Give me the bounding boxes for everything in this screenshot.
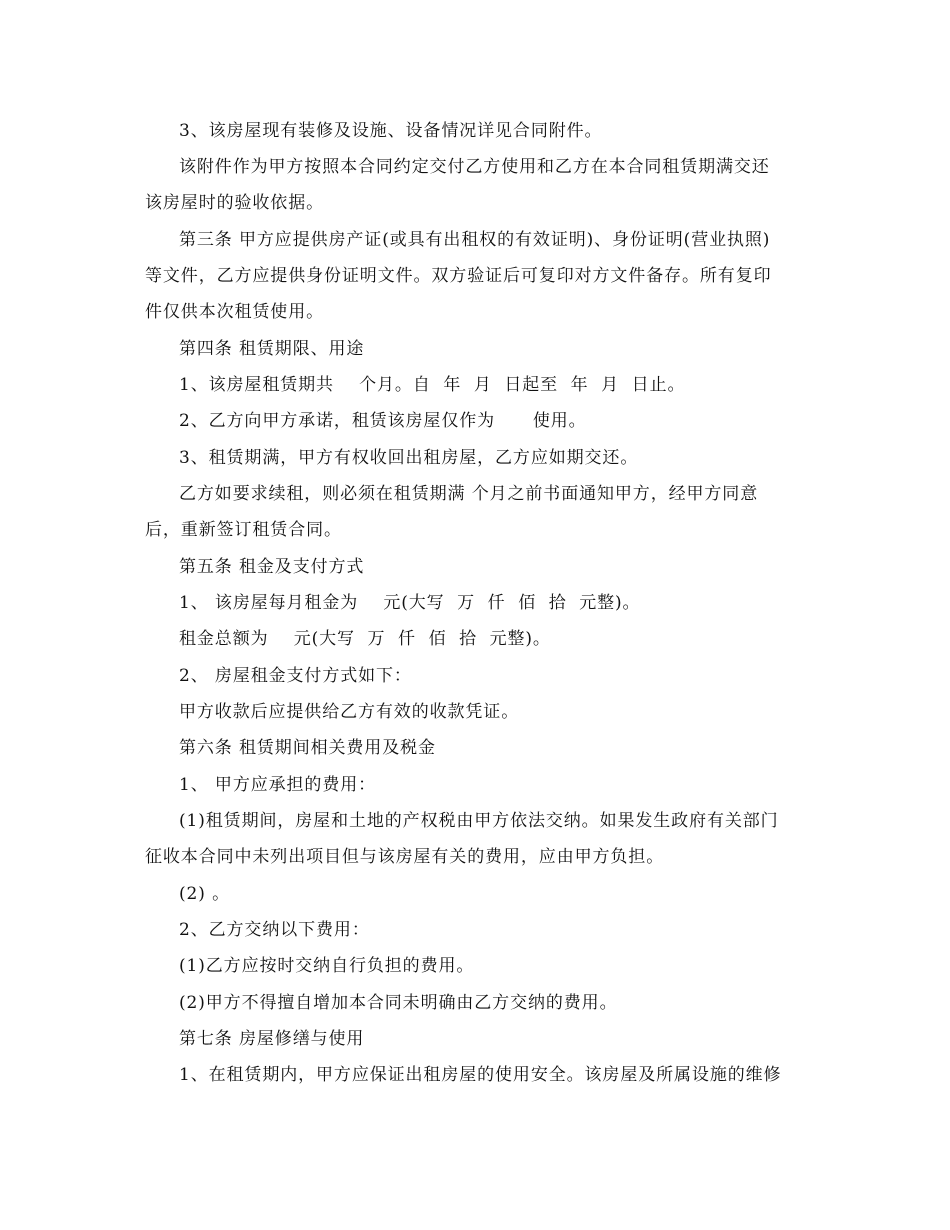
paragraph-line: 2、乙方向甲方承诺，租赁该房屋仅作为 使用。 (179, 411, 587, 431)
paragraph-line: 2、乙方交纳以下费用： (179, 920, 370, 940)
paragraph-line: (2) 。 (179, 884, 230, 904)
paragraph-line: 等文件，乙方应提供身份证明文件。双方验证后可复印对方文件备存。所有复印 (145, 266, 772, 286)
article-6-heading: 第六条 租赁期间相关费用及税金 (179, 738, 436, 758)
paragraph-line: 3、租赁期满，甲方有权收回出租房屋，乙方应如期交还。 (179, 448, 639, 468)
paragraph-line: 租金总额为 元(大写 万 仟 佰 拾 元整)。 (179, 629, 551, 649)
paragraph-line: (2)甲方不得擅自增加本合同未明确由乙方交纳的费用。 (179, 993, 618, 1013)
paragraph-line: 征收本合同中未列出项目但与该房屋有关的费用，应由甲方负担。 (145, 847, 665, 867)
article-5-heading: 第五条 租金及支付方式 (179, 557, 365, 577)
paragraph-line: (1)乙方应按时交纳自行负担的费用。 (179, 956, 475, 976)
paragraph-line: 1、在租赁期内，甲方应保证出租房屋的使用安全。该房屋及所属设施的维修 (179, 1065, 782, 1085)
article-4-heading: 第四条 租赁期限、用途 (179, 339, 365, 359)
paragraph-line: 后，重新签订租赁合同。 (145, 520, 342, 540)
paragraph-line: 件仅供本次租赁使用。 (145, 302, 324, 322)
paragraph-line: 1、该房屋租赁期共 个月。自 年 月 日起至 年 月 日止。 (179, 375, 686, 395)
paragraph-line: (1)租赁期间，房屋和土地的产权税由甲方依法交纳。如果发生政府有关部门 (179, 811, 779, 831)
paragraph-line: 1、 该房屋每月租金为 元(大写 万 仟 佰 拾 元整)。 (179, 593, 641, 613)
paragraph-line: 该附件作为甲方按照本合同约定交付乙方使用和乙方在本合同租赁期满交还 (179, 157, 770, 177)
paragraph-line: 该房屋时的验收依据。 (145, 193, 324, 213)
article-3-line: 第三条 甲方应提供房产证(或具有出租权的有效证明)、身份证明(营业执照) (179, 230, 771, 250)
paragraph-line: 3、该房屋现有装修及设施、设备情况详见合同附件。 (179, 121, 603, 141)
paragraph-line: 1、 甲方应承担的费用： (179, 775, 377, 795)
paragraph-line: 2、 房屋租金支付方式如下： (179, 666, 412, 686)
article-7-heading: 第七条 房屋修缮与使用 (179, 1029, 365, 1049)
paragraph-line: 甲方收款后应提供给乙方有效的收款凭证。 (179, 702, 520, 722)
paragraph-line: 乙方如要求续租，则必须在租赁期满 个月之前书面通知甲方，经甲方同意 (179, 484, 759, 504)
